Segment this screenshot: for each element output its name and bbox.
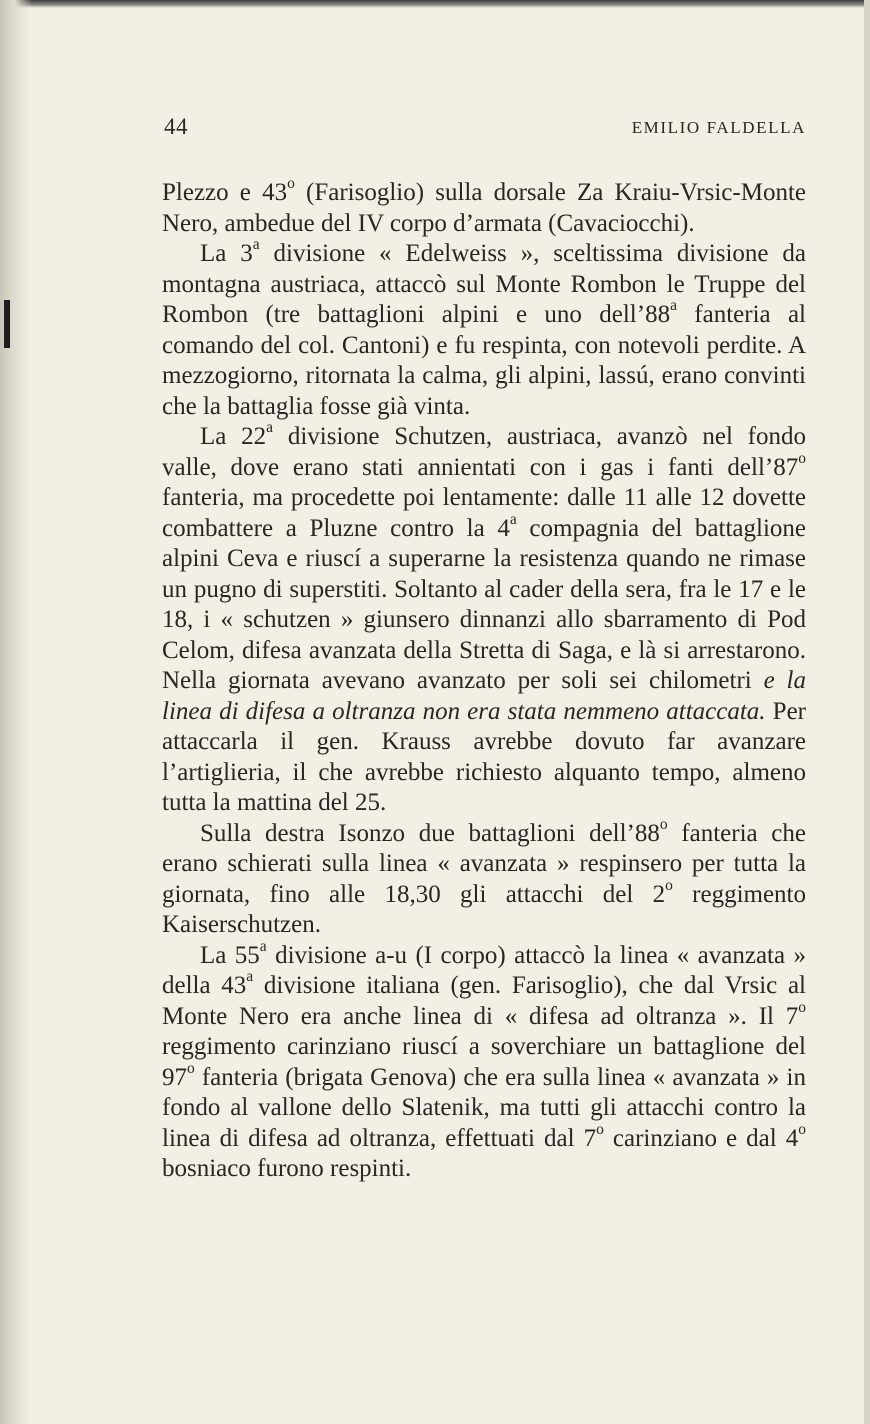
superscript: a (252, 236, 260, 254)
scan-binding-edge (0, 0, 32, 1424)
text-run: bosniaco furono respinti. (162, 1155, 412, 1182)
paragraph (162, 419, 807, 819)
superscript: o (798, 449, 806, 467)
page-header (164, 114, 806, 146)
superscript: a (670, 297, 677, 315)
superscript: o (596, 1120, 604, 1138)
text-run: La 55 (200, 941, 260, 969)
superscript: o (798, 998, 806, 1016)
text-run: divisione « Edelweiss », sceltissima divisione da montagna austriaca, attaccò sul Monte Rombon le Truppe del Rombon (tre battaglioni alpini e uno dell’88 (162, 240, 806, 328)
running-head: EMILIO FALDELLA (631, 118, 806, 137)
text-run: fanteria al comando del col. Cantoni) e fu respinta, con notevoli perdite. A mezzogiorno, ritornata la calma, gli alpini, lassú, erano convinti che la battaglia fosse già vinta. (162, 301, 807, 420)
superscript: o (287, 175, 295, 193)
text-run: La 3 (200, 240, 253, 267)
text-run: (Farisoglio) sulla dorsale Za Kraiu-Vrsic-Monte Nero, ambedue del IV corpo d’armata (Cavaciocchi). (162, 179, 806, 237)
scan-right-edge (864, 0, 870, 1424)
superscript: o (187, 1059, 195, 1077)
superscript: o (659, 815, 668, 833)
text-run: reggimento carinziano riuscí a soverchiare un battaglione del 97 (162, 1033, 806, 1091)
superscript: o (665, 876, 673, 894)
text-run: compagnia del battaglione alpini Ceva e riuscí a superarne la resistenza quando ne rimase un pugno di superstiti. Soltanto al cader della sera, fra le 17 e le 18, i « schutzen » giunsero dinnanzi allo sbarramento di Pod Celom, difesa avanzata della Stretta di Saga, e là si arrestarono. Nella giornata avevano avanzato per soli sei chilometri (162, 514, 806, 694)
paragraph (162, 236, 807, 422)
superscript: o (798, 1120, 806, 1138)
paragraph (162, 937, 807, 1185)
text-run: Sulla destra Isonzo due battaglioni dell’88 (200, 819, 660, 847)
text-run: divisione italiana (gen. Farisoglio), che dal Vrsic al Monte Nero era anche linea di « difesa ad oltranza ». Il 7 (162, 972, 806, 1030)
text-run: La 22 (200, 423, 267, 450)
text-run: carinziano e dal 4 (603, 1124, 799, 1152)
text-run: fanteria, ma procedette poi lentamente: dalle 11 alle 12 dovette combattere a Pluzne contro la 4 (162, 484, 806, 542)
superscript: a (259, 937, 267, 955)
text-run: reggimento Kaiserschutzen. (162, 880, 807, 938)
text-run: fanteria (brigata Genova) che era sulla linea « avanzata » in fondo al vallone dello Slatenik, ma tutti gli attacchi contro la linea di difesa ad oltranza, effettuati dal 7 (162, 1063, 806, 1152)
text-run: fanteria che erano schierati sulla linea « avanzata » respinsero per tutta la giornata, fino alle 18,30 gli attacchi del 2 (162, 819, 806, 908)
superscript: a (246, 968, 254, 986)
text-run: divisione Schutzen, austriaca, avanzò nel fondo valle, dove erano stati annientati con i gas i fanti dell’87 (162, 423, 806, 481)
paragraph (162, 815, 807, 941)
superscript: a (266, 419, 274, 437)
text-run: Per attaccarla il gen. Krauss avrebbe dovuto far avanzare l’artiglieria, il che avrebbe richiesto alquanto tempo, almeno tutta la mattina del 25. (162, 697, 807, 816)
paragraph (162, 175, 806, 239)
scan-spine-mark (4, 300, 10, 348)
italic-text: e la linea di difesa a oltranza non era stata nemmeno attaccata. (162, 667, 806, 725)
scan-top-edge (0, 0, 870, 8)
text-run: Plezzo e 43 (162, 179, 288, 206)
page-number: 44 (164, 114, 188, 139)
superscript: a (509, 510, 517, 528)
body-text (162, 175, 807, 1185)
text-run: divisione a-u (I corpo) attaccò la linea « avanzata » della 43 (162, 941, 807, 999)
